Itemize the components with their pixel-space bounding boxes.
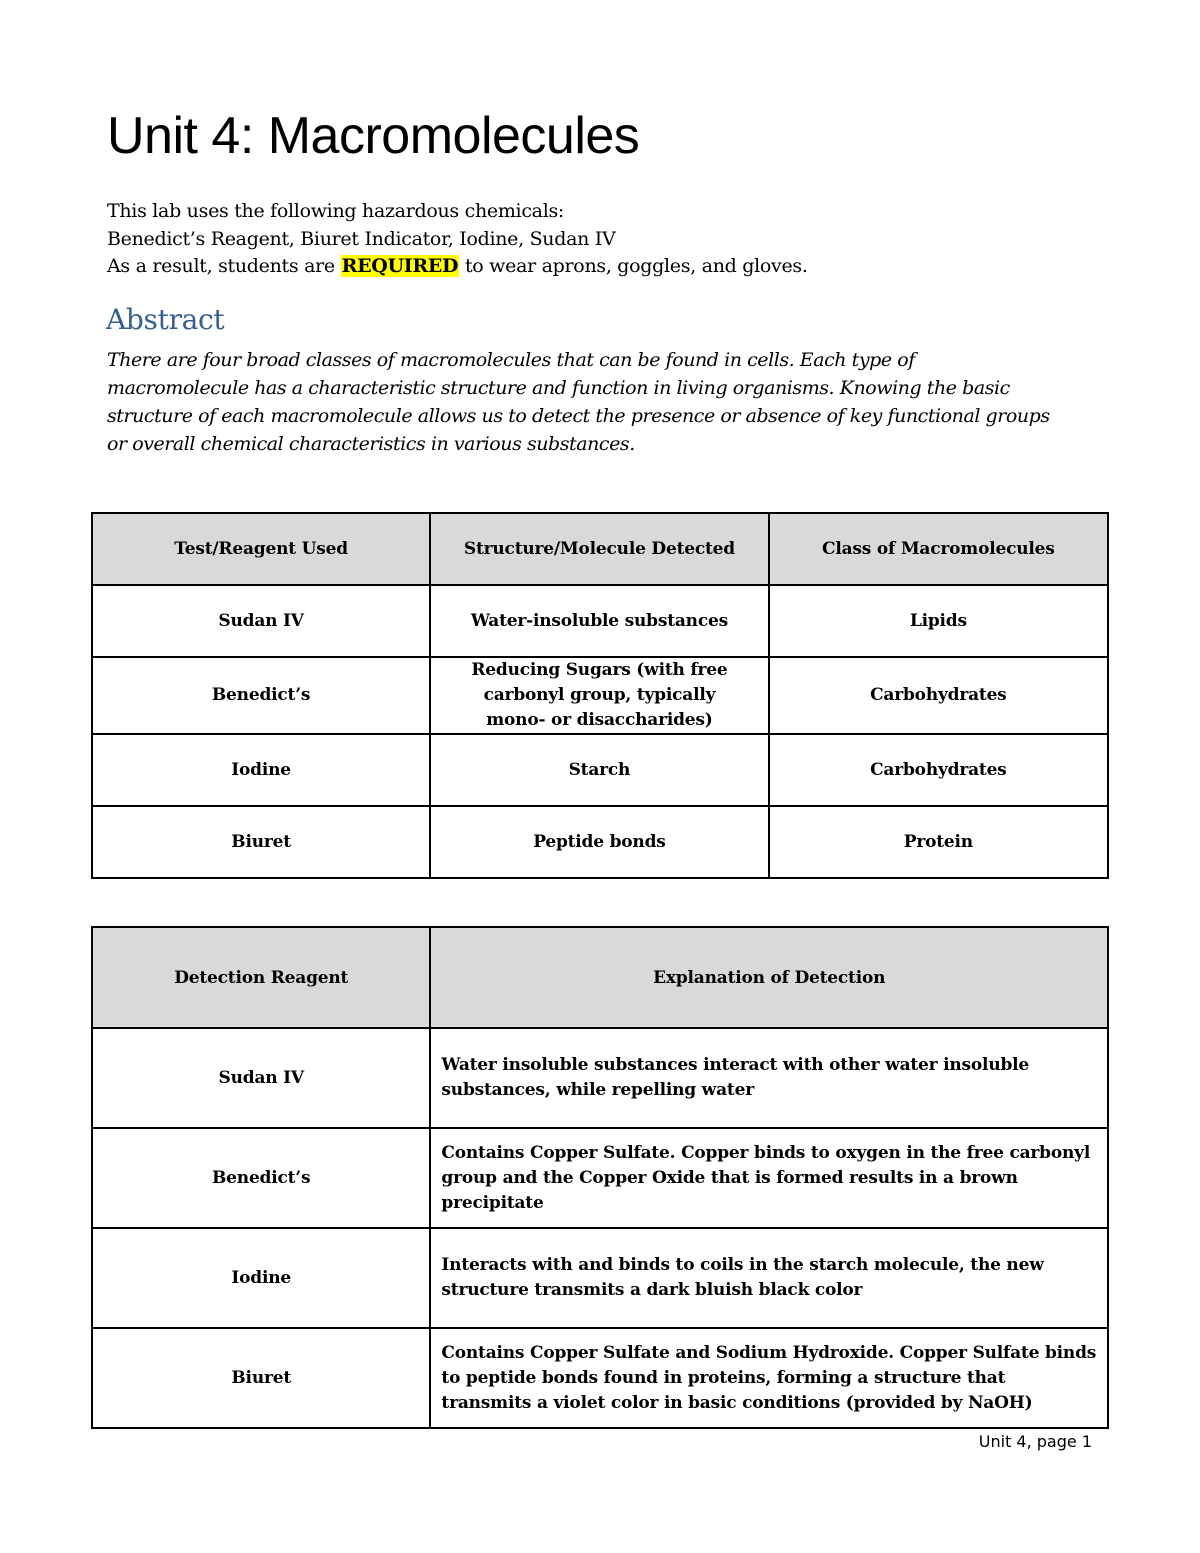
abstract-line: There are four broad classes of macromolecules that can be found in cells. Each type of — [107, 349, 915, 371]
table-cell: Starch — [430, 734, 768, 806]
hazard-requirement-pre: As a result, students are — [107, 255, 341, 277]
table-cell: Carbohydrates — [769, 734, 1108, 806]
table-cell: Protein — [769, 806, 1108, 878]
table-cell: Biuret — [92, 806, 430, 878]
table-row — [92, 585, 1108, 657]
table-row — [92, 734, 1108, 806]
table-cell: Water-insoluble substances — [430, 585, 768, 657]
table-cell: Reducing Sugars (with free carbonyl group, typically mono- or disaccharides) — [430, 657, 768, 734]
column-header-explanation: Explanation of Detection — [430, 927, 1108, 1028]
hazard-notice — [107, 198, 808, 281]
table-cell: Benedict’s — [92, 1128, 430, 1228]
hazard-requirement — [107, 253, 808, 281]
required-highlight: REQUIRED — [341, 255, 459, 277]
table-cell: Carbohydrates — [769, 657, 1108, 734]
table-cell: Interacts with and binds to coils in the starch molecule, the new structure transmits a dark bluish black color — [430, 1228, 1108, 1328]
column-header-structure-detected: Structure/Molecule Detected — [430, 513, 768, 585]
abstract-line: macromolecule has a characteristic structure and function in living organisms. Knowing the basic — [107, 377, 1010, 399]
table-cell: Peptide bonds — [430, 806, 768, 878]
hazard-chemicals-list: Benedict’s Reagent, Biuret Indicator, Iodine, Sudan IV — [107, 227, 616, 250]
table-cell: Iodine — [92, 1228, 430, 1328]
abstract-line: structure of each macromolecule allows us to detect the presence or absence of key functional groups — [107, 405, 1050, 427]
table-header-row — [92, 513, 1108, 585]
table-row — [92, 806, 1108, 878]
table-row — [92, 1028, 1108, 1128]
detection-explanation-table — [91, 926, 1109, 1429]
page-title: Unit 4: Macromolecules — [107, 107, 640, 165]
table-cell: Biuret — [92, 1328, 430, 1428]
table-row — [92, 1328, 1108, 1428]
table-cell: Iodine — [92, 734, 430, 806]
table-cell: Sudan IV — [92, 1028, 430, 1128]
hazard-requirement-post: to wear aprons, goggles, and gloves. — [459, 255, 808, 277]
table-cell: Contains Copper Sulfate and Sodium Hydroxide. Copper Sulfate binds to peptide bonds found in proteins, forming a structure that transmits a violet color in basic conditions (provided by NaOH) — [430, 1328, 1108, 1428]
column-header-macromolecule-class: Class of Macromolecules — [769, 513, 1108, 585]
table-row — [92, 657, 1108, 734]
page-footer: Unit 4, page 1 — [978, 1432, 1092, 1451]
column-header-test-reagent: Test/Reagent Used — [92, 513, 430, 585]
table-row — [92, 1228, 1108, 1328]
reagent-summary-table — [91, 512, 1109, 879]
table-row — [92, 1128, 1108, 1228]
table-header-row — [92, 927, 1108, 1028]
hazard-line-1: This lab uses the following hazardous chemicals: — [107, 200, 565, 222]
table-cell: Sudan IV — [92, 585, 430, 657]
table-cell: Benedict’s — [92, 657, 430, 734]
table-cell: Water insoluble substances interact with other water insoluble substances, while repelling water — [430, 1028, 1108, 1128]
abstract-line: or overall chemical characteristics in various substances. — [107, 433, 635, 455]
column-header-detection-reagent: Detection Reagent — [92, 927, 430, 1028]
table-cell: Contains Copper Sulfate. Copper binds to oxygen in the free carbonyl group and the Copper Oxide that is formed results in a brown precipitate — [430, 1128, 1108, 1228]
table-cell: Lipids — [769, 585, 1108, 657]
abstract-text — [107, 346, 1107, 458]
abstract-heading: Abstract — [106, 303, 225, 336]
